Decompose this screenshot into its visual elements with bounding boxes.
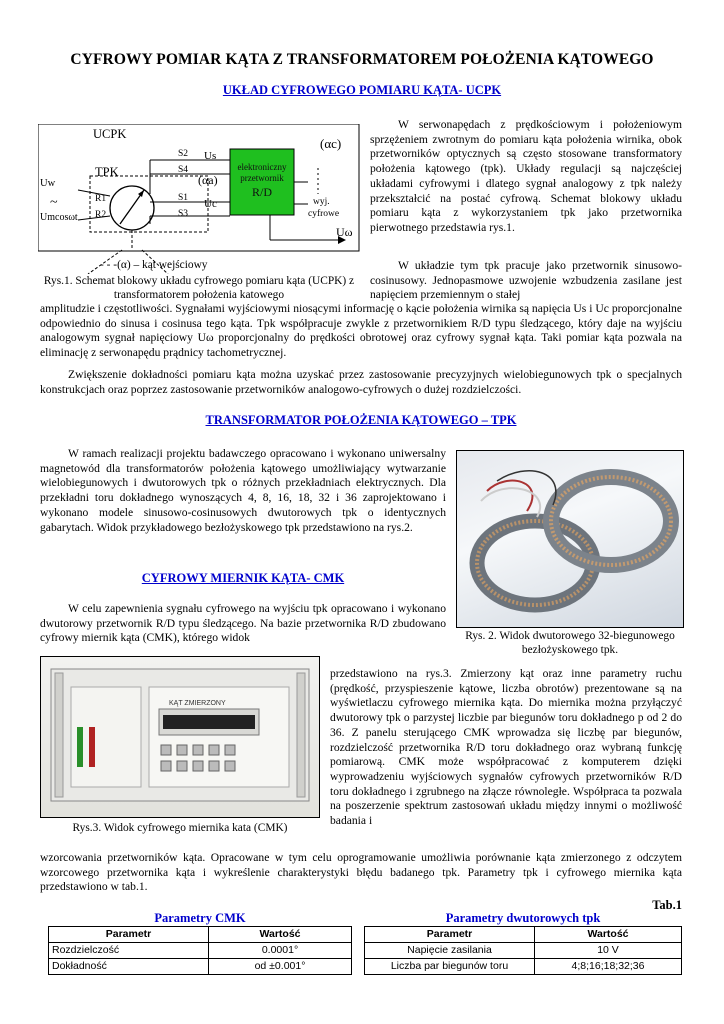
- table-row: [365, 959, 682, 975]
- section-heading-cmk: CYFROWY MIERNIK KĄTA- CMK: [141, 571, 345, 585]
- figure-3-caption: Rys.3. Widok cyfrowego miernika kata (CMK): [72, 822, 288, 834]
- alpha-a-label: (αa): [198, 173, 218, 187]
- alpha-c-label: (αc): [320, 136, 342, 151]
- block-diagram-svg: [38, 124, 360, 274]
- paragraph-3a: W celu zapewnienia sygnału cyfrowego na wyjściu tpk opracowano i wykonano dwutorowy przetwornik R/D typu śledzącego. Na bazie przetwornika R/D zbudowano cyfrowy miernik kąta (CMK), którego widok: [40, 602, 446, 645]
- paragraph-1-full: amplitudzie i częstotliwości. Sygnałami wyjściowymi niosącymi informację o kącie położenia wirnika są napięcia Us i Uc proporcjonalne odpowiednio do sinusa i cosinusa tego kąta. Tpk współpracuje zwykle z przetwornikiem R/D typu śledzącego, który daje na wyjściu analogowym sygnał napięciowy Uω proporcjonalny do prędkości obrotowej oraz cyfrowy sygnał kąta. Taki pomiar kąta pozwala na eliminację z serwonapędu prądnicy tachometrycznej.: [40, 302, 682, 360]
- table-cell: od ±0.001°: [209, 959, 352, 975]
- tpk-rings-illustration: [457, 451, 683, 627]
- tpk-frame: [90, 176, 208, 232]
- tpk-label: TPK: [95, 165, 119, 179]
- block-text-2: przetwornik: [240, 173, 284, 183]
- paragraph-1-column-2: W układzie tym tpk pracuje jako przetwornik sinusowo-cosinusowy. Jednopasmowe uzwojenie wzbudzenia zasilane jest napięciem przemiennym o stałej: [370, 259, 682, 302]
- table-label: Tab.1: [652, 898, 682, 912]
- figure-2-photo: [456, 450, 684, 628]
- paragraph-1-full-2: Zwiększenie dokładności pomiaru kąta można uzyskać przez zastosowanie precyzyjnych wielobiegunowych tpk o specjalnych konstrukcjach oraz poprzez zastosowanie przetworników analogowo-cyfrowych o dużej rozdzielczości.: [40, 368, 682, 396]
- rd-label: R/D: [251, 185, 273, 199]
- paragraph-1-column: W serwonapędach z prędkościowym i położeniowym sprzężeniem zwrotnym do pomiaru kąta położenia wirnika, obok przetworników optycznych są często stosowane transformatory położenia kątowego (tpk). Układy regulacji są najczęściej układami cyfrowymi i dlatego sygnał analogowy z tpk należy przekształcić na postać cyfrową. Schemat blokowy układu pomiaru kąta z wykorzystaniem tpk jako przetwornika pierwotnego przedstawia rys.1.: [370, 118, 682, 235]
- paragraph-2: W ramach realizacji projektu badawczego opracowano i wykonano uniwersalny magnetowód dla transformatorów położenia kątowego umożliwiający wytwarzanie wielobiegunowych i dwutorowych tpk o różnych przekładniach elektrycznych. Dla przekładni toru dokładnego wynoszących 4, 8, 16, 18, 32 i 36 zaprojektowano i wykonano modele sinusowo-cosinusowych dwutorowych tpk o identycznych gabarytach. Widok przykładowego bezłożyskowego tpk przedstawiono na rys.2.: [40, 447, 446, 534]
- umcos-label: Umcosωt: [40, 212, 78, 223]
- s1-label: S1: [178, 193, 189, 203]
- tilde-label: ~: [50, 195, 58, 210]
- figure-2-caption: Rys. 2. Widok dwutorowego 32-biegunowego bezłożyskowego tpk.: [465, 630, 675, 656]
- figure-1-caption: Rys.1. Schemat blokowy układu cyfrowego pomiaru kąta (UCPK) z transformatorem położenia katowego: [43, 275, 355, 301]
- table-cell: Rozdzielczość: [49, 943, 209, 959]
- uc-label: Uc: [204, 198, 217, 210]
- wyj-label-1: wyj.: [313, 197, 330, 207]
- s2-label: S2: [178, 149, 189, 159]
- section-heading-ucpk: UKŁAD CYFROWEGO POMIARU KĄTA- UCPK: [222, 83, 502, 97]
- r1-label: R1: [95, 194, 107, 204]
- table-row: [49, 943, 352, 959]
- s4-label: S4: [178, 165, 189, 175]
- wyj-label-2: cyfrowe: [308, 209, 340, 219]
- table-cmk: [48, 926, 352, 975]
- table-cmk-header-value: Wartość: [209, 927, 352, 943]
- table-row: [365, 943, 682, 959]
- table-cell: 4;8;16;18;32;36: [535, 959, 682, 975]
- table-cmk-header-param: Parametr: [49, 927, 209, 943]
- s3-label: S3: [178, 209, 189, 219]
- uw-label: Uw: [40, 178, 56, 189]
- table-cell: Liczba par biegunów toru: [365, 959, 535, 975]
- table-cmk-title: Parametry CMK: [154, 911, 246, 925]
- us-label: Us: [204, 150, 217, 162]
- paragraph-3c: wzorcowania przetworników kąta. Opracowane w tym celu oprogramowanie umożliwia porównanie kąta zmierzonego z odczytem wzorcowego przetwornika kąta i wykreślenie charakterystyki błędu badanego tpk. Parametry tpk i cyfrowego miernika kąta przedstawiono w tab.1.: [40, 851, 682, 894]
- page-title: CYFROWY POMIAR KĄTA Z TRANSFORMATOREM POŁOŻENIA KĄTOWEGO: [70, 51, 654, 68]
- uomega-label: Uω: [336, 225, 353, 239]
- cmk-device-illustration: [41, 657, 319, 817]
- table-cell: 10 V: [535, 943, 682, 959]
- section-heading-tpk: TRANSFORMATOR POŁOŻENIA KĄTOWEGO – TPK: [205, 413, 517, 427]
- table-tpk-header-value: Wartość: [535, 927, 682, 943]
- cmk-panel-label: KĄT ZMIERZONY: [169, 700, 226, 707]
- table-tpk-header-param: Parametr: [365, 927, 535, 943]
- ucpk-label: UCPK: [93, 127, 127, 141]
- block-text-1: elektroniczny: [237, 162, 287, 172]
- figure-1-diagram: [38, 124, 360, 274]
- table-cell: Dokładność: [49, 959, 209, 975]
- ucpk-frame: [38, 124, 359, 251]
- r2-label: R2: [95, 210, 107, 220]
- table-cell: 0.0001°: [209, 943, 352, 959]
- figure-3-photo: [40, 656, 320, 818]
- table-tpk-title: Parametry dwutorowych tpk: [445, 911, 601, 925]
- legend-label: - - -(α) – kąt wejściowy: [100, 259, 208, 271]
- table-cell: Napięcie zasilania: [365, 943, 535, 959]
- table-row: [49, 959, 352, 975]
- table-tpk: [364, 926, 682, 975]
- paragraph-3b: przedstawiono na rys.3. Zmierzony kąt oraz inne parametry ruchu (prędkość, przyspieszenie kątowe, liczba obrotów) prezentowane są na wyświetlaczu cyfrowego miernika kąta. Do miernika można przyłączyć dwutorowy tpk o parzystej liczbie par biegunów toru dokładnego p od 2 do 36. Z panelu sterującego CMK wprowadza się liczbę par biegunów, rozdzielczość przetwornika R/D toru dokładnego oraz wybraną funkcję pomiarową. CMK może współpracować z komputerem dzięki wyprowadzeniu wyjściowych sygnałów cyfrowych przetworników R/D toru dokładnego i zgrubnego na złącze równoległe. Współpraca ta pozwala na poszerzenie spektrum zastosowań układu między innymi o możliwość badania i: [330, 667, 682, 828]
